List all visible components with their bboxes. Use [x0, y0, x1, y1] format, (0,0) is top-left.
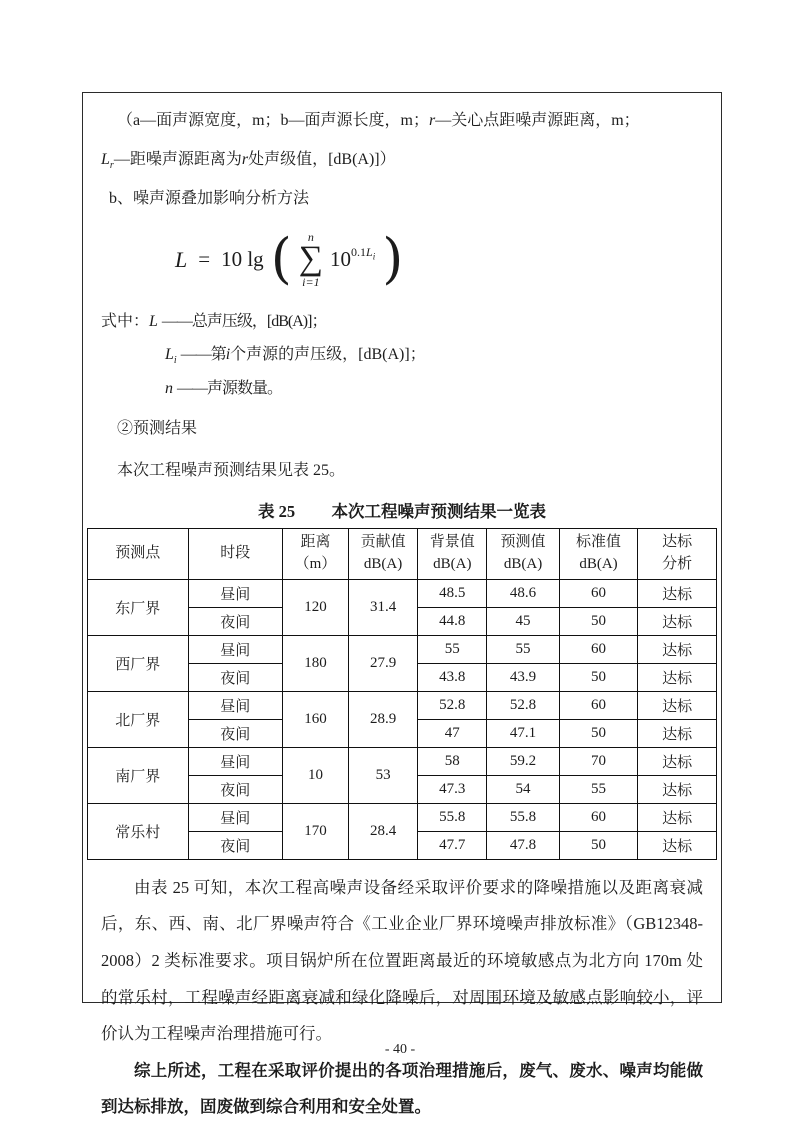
cell-period: 夜间 — [188, 831, 282, 859]
table-caption-title: 本次工程噪声预测结果一览表 — [331, 501, 546, 521]
power-base: 10 — [330, 247, 352, 272]
cell-period: 夜间 — [188, 607, 282, 635]
cell-predicted: 47.8 — [487, 831, 559, 859]
cell-contribution: 28.4 — [349, 803, 418, 859]
where-line-1 — [101, 305, 703, 339]
cell-distance: 180 — [282, 635, 348, 691]
header-standard: 标准值 dB(A) — [559, 528, 638, 579]
noise-prediction-table — [87, 528, 717, 860]
table-row — [88, 579, 717, 607]
cell-standard: 60 — [559, 803, 638, 831]
note1-text-b: —关心点距噪声源距离，m； — [435, 112, 640, 129]
sigma-glyph: ∑ — [298, 240, 324, 278]
summation-symbol — [299, 231, 323, 287]
cell-point: 南厂界 — [88, 747, 189, 803]
cell-background: 47.7 — [418, 831, 487, 859]
table-lead-text: 本次工程噪声预测结果见表 25。 — [117, 462, 346, 480]
where2-var-i: i — [225, 346, 231, 364]
where2-text-a: ——第 — [180, 346, 226, 364]
cell-compliance: 达标 — [638, 775, 717, 803]
table-row — [88, 803, 717, 831]
cell-predicted: 52.8 — [487, 691, 559, 719]
formula-coefficient: 10 lg — [221, 247, 264, 272]
cell-background: 58 — [418, 747, 487, 775]
method-heading-b — [101, 179, 703, 218]
cell-background: 47.3 — [418, 775, 487, 803]
cell-compliance: 达标 — [638, 747, 717, 775]
formula-paren-close: ) — [382, 227, 404, 291]
cell-background: 44.8 — [418, 607, 487, 635]
cell-distance: 10 — [282, 747, 348, 803]
cell-standard: 50 — [559, 831, 638, 859]
method-heading-text: b、噪声源叠加影响分析方法 — [109, 190, 310, 208]
table-row — [88, 691, 717, 719]
table-caption — [87, 498, 717, 522]
cell-period: 昼间 — [188, 747, 282, 775]
note2-text-b: 处声级值，[dB(A)]） — [248, 151, 396, 169]
cell-compliance: 达标 — [638, 607, 717, 635]
cell-compliance: 达标 — [638, 579, 717, 607]
formula-lhs: L — [175, 246, 188, 272]
table-caption-label: 表 25 — [258, 501, 296, 521]
cell-contribution: 28.9 — [349, 691, 418, 747]
header-predicted: 预测值 dB(A) — [487, 528, 559, 579]
subsection-prediction-results — [101, 411, 703, 448]
cell-background: 55 — [418, 635, 487, 663]
where-label: 式中： — [101, 312, 150, 330]
cell-period: 昼间 — [188, 803, 282, 831]
exponent-var: L — [366, 245, 373, 260]
cell-distance: 160 — [282, 691, 348, 747]
cell-contribution: 53 — [349, 747, 418, 803]
cell-predicted: 45 — [487, 607, 559, 635]
where2-var: L — [165, 346, 174, 364]
summation-lower-limit: i=1 — [302, 274, 320, 289]
cell-background: 55.8 — [418, 803, 487, 831]
cell-predicted: 55 — [487, 635, 559, 663]
cell-period: 昼间 — [188, 635, 282, 663]
cell-background: 47 — [418, 719, 487, 747]
cell-point: 西厂界 — [88, 635, 189, 691]
cell-period: 夜间 — [188, 719, 282, 747]
where2-text-b: 个声源的声压级，[dB(A)]； — [230, 346, 426, 364]
cell-compliance: 达标 — [638, 719, 717, 747]
where3-var: n — [165, 379, 173, 397]
cell-distance: 170 — [282, 803, 348, 859]
cell-standard: 50 — [559, 607, 638, 635]
cell-predicted: 54 — [487, 775, 559, 803]
cell-standard: 70 — [559, 747, 638, 775]
table-row — [88, 635, 717, 663]
cell-point: 东厂界 — [88, 579, 189, 635]
note2-var-r: r — [241, 151, 249, 169]
cell-compliance: 达标 — [638, 831, 717, 859]
cell-predicted: 43.9 — [487, 663, 559, 691]
table-lead-sentence — [101, 458, 703, 484]
cell-predicted: 55.8 — [487, 803, 559, 831]
header-compliance: 达标 分析 — [638, 528, 717, 579]
note1-text-a: （a—面声源宽度，m；b—面声源长度，m； — [117, 112, 429, 129]
where3-text: ——声源数量。 — [177, 379, 283, 397]
subsection-label: ②预测结果 — [117, 420, 198, 438]
cell-background: 43.8 — [418, 663, 487, 691]
cell-predicted: 59.2 — [487, 747, 559, 775]
header-distance: 距离 （m） — [282, 528, 348, 579]
note2-var-L: L — [101, 151, 110, 169]
cell-period: 夜间 — [188, 663, 282, 691]
where1-text: ——总声压级，[dB(A)]； — [161, 312, 327, 330]
cell-background: 52.8 — [418, 691, 487, 719]
cell-standard: 60 — [559, 635, 638, 663]
header-period: 时段 — [188, 528, 282, 579]
table-header-row — [88, 528, 717, 579]
cell-point: 北厂界 — [88, 691, 189, 747]
cell-point: 常乐村 — [88, 803, 189, 859]
area-source-note-line1 — [101, 101, 703, 140]
header-background: 背景值 dB(A) — [418, 528, 487, 579]
formula-paren-open: ( — [270, 227, 292, 291]
cell-standard: 60 — [559, 579, 638, 607]
cell-compliance: 达标 — [638, 803, 717, 831]
cell-background: 48.5 — [418, 579, 487, 607]
header-prediction-point: 预测点 — [88, 528, 189, 579]
cell-predicted: 48.6 — [487, 579, 559, 607]
cell-contribution: 31.4 — [349, 579, 418, 635]
cell-compliance: 达标 — [638, 635, 717, 663]
header-contribution: 贡献值 dB(A) — [349, 528, 418, 579]
cell-compliance: 达标 — [638, 691, 717, 719]
note2-sub-r: r — [109, 160, 114, 172]
cell-period: 昼间 — [188, 579, 282, 607]
note2-text-a: —距噪声源距离为 — [113, 151, 242, 169]
cell-period: 夜间 — [188, 775, 282, 803]
exponent-coef: 0.1 — [351, 245, 367, 260]
cell-standard: 50 — [559, 663, 638, 691]
area-source-note-line2 — [101, 140, 703, 179]
formula-equals: = — [198, 247, 211, 272]
where-line-3 — [101, 372, 703, 406]
cell-standard: 55 — [559, 775, 638, 803]
where2-sub: i — [173, 355, 177, 367]
noise-superposition-formula — [175, 225, 717, 295]
exponent-subscript: i — [372, 251, 376, 262]
conclusion-paragraph-1: 由表 25 可知，本次工程高噪声设备经采取评价要求的降噪措施以及距离衰减后，东、西、南、北厂界噪声符合《工业企业厂界环境噪声排放标准》（GB12348-2008）2 类标准要求。项目锅炉所在位置距离最近的环境敏感点为北方向 170m 处的常乐村，工程噪声经距离衰减和绿化降噪后，对周围环境及敏感点影响较小，评价认为工程噪声治理措施可行。 — [101, 877, 703, 1044]
cell-contribution: 27.9 — [349, 635, 418, 691]
cell-standard: 50 — [559, 719, 638, 747]
cell-predicted: 47.1 — [487, 719, 559, 747]
cell-period: 昼间 — [188, 691, 282, 719]
where-line-2 — [101, 338, 703, 372]
formula-power-term — [330, 247, 375, 272]
conclusion-paragraph-2: 综上所述，工程在采取评价提出的各项治理措施后，废气、废水、噪声均能做到达标排放，固废做到综合利用和安全处置。 — [101, 1060, 703, 1117]
cell-compliance: 达标 — [638, 663, 717, 691]
page-number: - 40 - — [384, 1042, 416, 1057]
where1-var: L — [149, 312, 158, 330]
cell-distance: 120 — [282, 579, 348, 635]
summation-upper-limit: n — [307, 230, 314, 245]
cell-standard: 60 — [559, 691, 638, 719]
table-row — [88, 747, 717, 775]
note1-var-r: r — [429, 112, 436, 129]
